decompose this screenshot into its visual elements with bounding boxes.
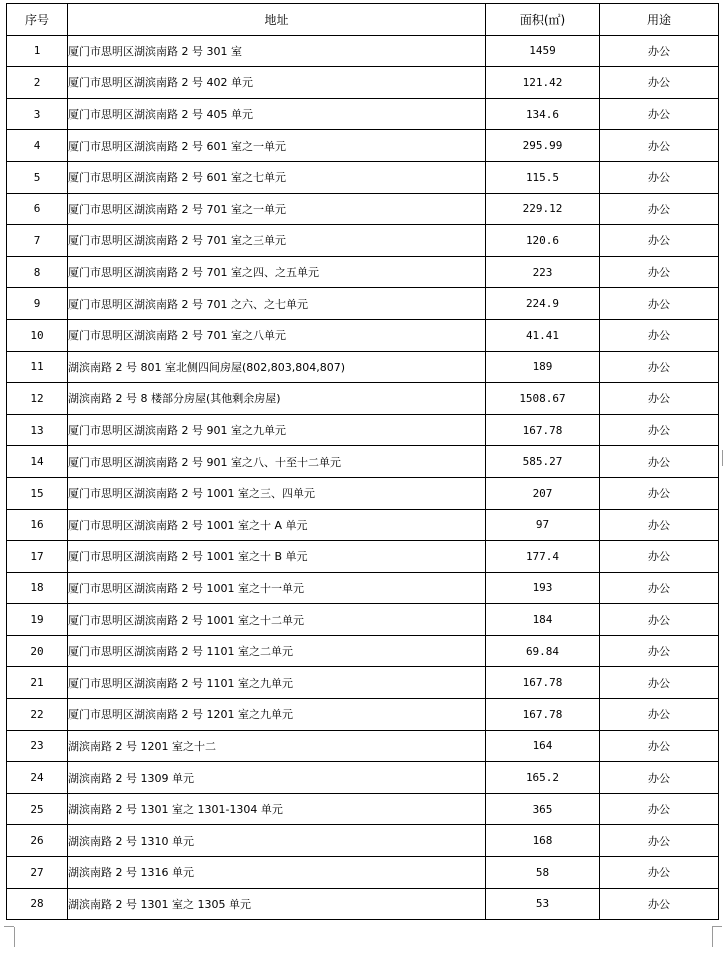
header-address: 地址 <box>68 4 486 36</box>
row-address: 厦门市思明区湖滨南路 2 号 1201 室之九单元 <box>68 699 486 731</box>
page-corner-mark <box>4 926 14 927</box>
row-address: 湖滨南路 2 号 1201 室之十二 <box>68 730 486 762</box>
header-use: 用途 <box>600 4 719 36</box>
row-number: 2 <box>7 67 68 99</box>
row-number: 8 <box>7 256 68 288</box>
table-row <box>7 130 719 162</box>
row-use: 办公 <box>600 446 719 478</box>
row-area: 115.5 <box>486 161 600 193</box>
row-use: 办公 <box>600 351 719 383</box>
row-address: 湖滨南路 2 号 1316 单元 <box>68 857 486 889</box>
row-number: 25 <box>7 793 68 825</box>
table-row <box>7 161 719 193</box>
table-row <box>7 98 719 130</box>
row-number: 7 <box>7 225 68 257</box>
table-row <box>7 825 719 857</box>
row-area: 168 <box>486 825 600 857</box>
row-use: 办公 <box>600 857 719 889</box>
table-row <box>7 572 719 604</box>
row-area: 223 <box>486 256 600 288</box>
row-address: 厦门市思明区湖滨南路 2 号 701 室之四、之五单元 <box>68 256 486 288</box>
row-address: 厦门市思明区湖滨南路 2 号 701 之六、之七单元 <box>68 288 486 320</box>
row-address: 厦门市思明区湖滨南路 2 号 1001 室之十 B 单元 <box>68 541 486 573</box>
row-number: 27 <box>7 857 68 889</box>
table-row <box>7 699 719 731</box>
row-use: 办公 <box>600 383 719 415</box>
row-area: 184 <box>486 604 600 636</box>
row-address: 厦门市思明区湖滨南路 2 号 1101 室之二单元 <box>68 635 486 667</box>
row-use: 办公 <box>600 730 719 762</box>
page-corner-mark <box>712 926 722 927</box>
table-row <box>7 541 719 573</box>
row-address: 厦门市思明区湖滨南路 2 号 601 室之七单元 <box>68 161 486 193</box>
row-number: 16 <box>7 509 68 541</box>
row-use: 办公 <box>600 130 719 162</box>
row-area: 229.12 <box>486 193 600 225</box>
table-row <box>7 730 719 762</box>
table-row <box>7 193 719 225</box>
row-area: 165.2 <box>486 762 600 794</box>
row-area: 69.84 <box>486 635 600 667</box>
row-number: 5 <box>7 161 68 193</box>
row-use: 办公 <box>600 667 719 699</box>
row-address: 湖滨南路 2 号 8 楼部分房屋(其他剩余房屋) <box>68 383 486 415</box>
page-corner-mark <box>14 927 15 947</box>
table-row <box>7 256 719 288</box>
row-use: 办公 <box>600 161 719 193</box>
row-number: 18 <box>7 572 68 604</box>
row-use: 办公 <box>600 825 719 857</box>
row-use: 办公 <box>600 193 719 225</box>
row-use: 办公 <box>600 35 719 67</box>
row-area: 167.78 <box>486 414 600 446</box>
row-address: 厦门市思明区湖滨南路 2 号 301 室 <box>68 35 486 67</box>
row-use: 办公 <box>600 319 719 351</box>
page-corner-mark <box>712 927 713 947</box>
row-address: 湖滨南路 2 号 1301 室之 1305 单元 <box>68 888 486 920</box>
row-area: 167.78 <box>486 667 600 699</box>
row-use: 办公 <box>600 699 719 731</box>
row-number: 24 <box>7 762 68 794</box>
row-number: 22 <box>7 699 68 731</box>
row-address: 厦门市思明区湖滨南路 2 号 901 室之八、十至十二单元 <box>68 446 486 478</box>
row-area: 164 <box>486 730 600 762</box>
row-address: 厦门市思明区湖滨南路 2 号 901 室之九单元 <box>68 414 486 446</box>
row-area: 193 <box>486 572 600 604</box>
row-area: 585.27 <box>486 446 600 478</box>
row-use: 办公 <box>600 98 719 130</box>
row-address: 厦门市思明区湖滨南路 2 号 405 单元 <box>68 98 486 130</box>
table-row <box>7 509 719 541</box>
row-number: 17 <box>7 541 68 573</box>
row-area: 121.42 <box>486 67 600 99</box>
row-address: 厦门市思明区湖滨南路 2 号 601 室之一单元 <box>68 130 486 162</box>
row-use: 办公 <box>600 225 719 257</box>
row-area: 295.99 <box>486 130 600 162</box>
row-address: 湖滨南路 2 号 1309 单元 <box>68 762 486 794</box>
header-area: 面积(㎡) <box>486 4 600 36</box>
row-area: 224.9 <box>486 288 600 320</box>
row-address: 湖滨南路 2 号 1301 室之 1301-1304 单元 <box>68 793 486 825</box>
row-number: 21 <box>7 667 68 699</box>
table-row <box>7 888 719 920</box>
row-area: 1508.67 <box>486 383 600 415</box>
row-area: 58 <box>486 857 600 889</box>
row-area: 365 <box>486 793 600 825</box>
row-address: 厦门市思明区湖滨南路 2 号 1001 室之十 A 单元 <box>68 509 486 541</box>
row-number: 14 <box>7 446 68 478</box>
table-row <box>7 477 719 509</box>
row-area: 189 <box>486 351 600 383</box>
table-row <box>7 667 719 699</box>
row-number: 12 <box>7 383 68 415</box>
row-number: 3 <box>7 98 68 130</box>
table-row <box>7 35 719 67</box>
page-edge-mark <box>722 450 723 466</box>
row-number: 23 <box>7 730 68 762</box>
row-use: 办公 <box>600 288 719 320</box>
row-address: 厦门市思明区湖滨南路 2 号 1001 室之十二单元 <box>68 604 486 636</box>
row-use: 办公 <box>600 888 719 920</box>
row-number: 19 <box>7 604 68 636</box>
row-area: 120.6 <box>486 225 600 257</box>
table-row <box>7 383 719 415</box>
table-row <box>7 793 719 825</box>
table-row <box>7 67 719 99</box>
table-row <box>7 604 719 636</box>
table-row <box>7 857 719 889</box>
row-use: 办公 <box>600 572 719 604</box>
row-area: 167.78 <box>486 699 600 731</box>
row-area: 177.4 <box>486 541 600 573</box>
row-address: 湖滨南路 2 号 801 室北侧四间房屋(802,803,804,807) <box>68 351 486 383</box>
header-no: 序号 <box>7 4 68 36</box>
row-use: 办公 <box>600 604 719 636</box>
row-number: 9 <box>7 288 68 320</box>
row-number: 13 <box>7 414 68 446</box>
row-address: 厦门市思明区湖滨南路 2 号 701 室之八单元 <box>68 319 486 351</box>
row-use: 办公 <box>600 67 719 99</box>
row-number: 20 <box>7 635 68 667</box>
row-use: 办公 <box>600 477 719 509</box>
table-row <box>7 446 719 478</box>
table-row <box>7 762 719 794</box>
row-area: 53 <box>486 888 600 920</box>
row-area: 41.41 <box>486 319 600 351</box>
table-body <box>7 35 719 920</box>
row-use: 办公 <box>600 414 719 446</box>
table-row <box>7 288 719 320</box>
row-area: 97 <box>486 509 600 541</box>
row-number: 11 <box>7 351 68 383</box>
row-address: 湖滨南路 2 号 1310 单元 <box>68 825 486 857</box>
row-number: 4 <box>7 130 68 162</box>
row-address: 厦门市思明区湖滨南路 2 号 701 室之三单元 <box>68 225 486 257</box>
row-address: 厦门市思明区湖滨南路 2 号 1101 室之九单元 <box>68 667 486 699</box>
row-address: 厦门市思明区湖滨南路 2 号 1001 室之十一单元 <box>68 572 486 604</box>
row-use: 办公 <box>600 762 719 794</box>
row-address: 厦门市思明区湖滨南路 2 号 701 室之一单元 <box>68 193 486 225</box>
row-use: 办公 <box>600 509 719 541</box>
table-row <box>7 319 719 351</box>
row-number: 28 <box>7 888 68 920</box>
row-use: 办公 <box>600 793 719 825</box>
row-use: 办公 <box>600 635 719 667</box>
header-row <box>7 4 719 36</box>
row-number: 10 <box>7 319 68 351</box>
table-row <box>7 225 719 257</box>
table-row <box>7 351 719 383</box>
row-address: 厦门市思明区湖滨南路 2 号 402 单元 <box>68 67 486 99</box>
property-table <box>6 3 719 920</box>
table-row <box>7 635 719 667</box>
row-use: 办公 <box>600 256 719 288</box>
row-area: 207 <box>486 477 600 509</box>
row-number: 1 <box>7 35 68 67</box>
table-row <box>7 414 719 446</box>
row-area: 134.6 <box>486 98 600 130</box>
row-area: 1459 <box>486 35 600 67</box>
row-number: 26 <box>7 825 68 857</box>
row-number: 15 <box>7 477 68 509</box>
row-use: 办公 <box>600 541 719 573</box>
row-address: 厦门市思明区湖滨南路 2 号 1001 室之三、四单元 <box>68 477 486 509</box>
row-number: 6 <box>7 193 68 225</box>
